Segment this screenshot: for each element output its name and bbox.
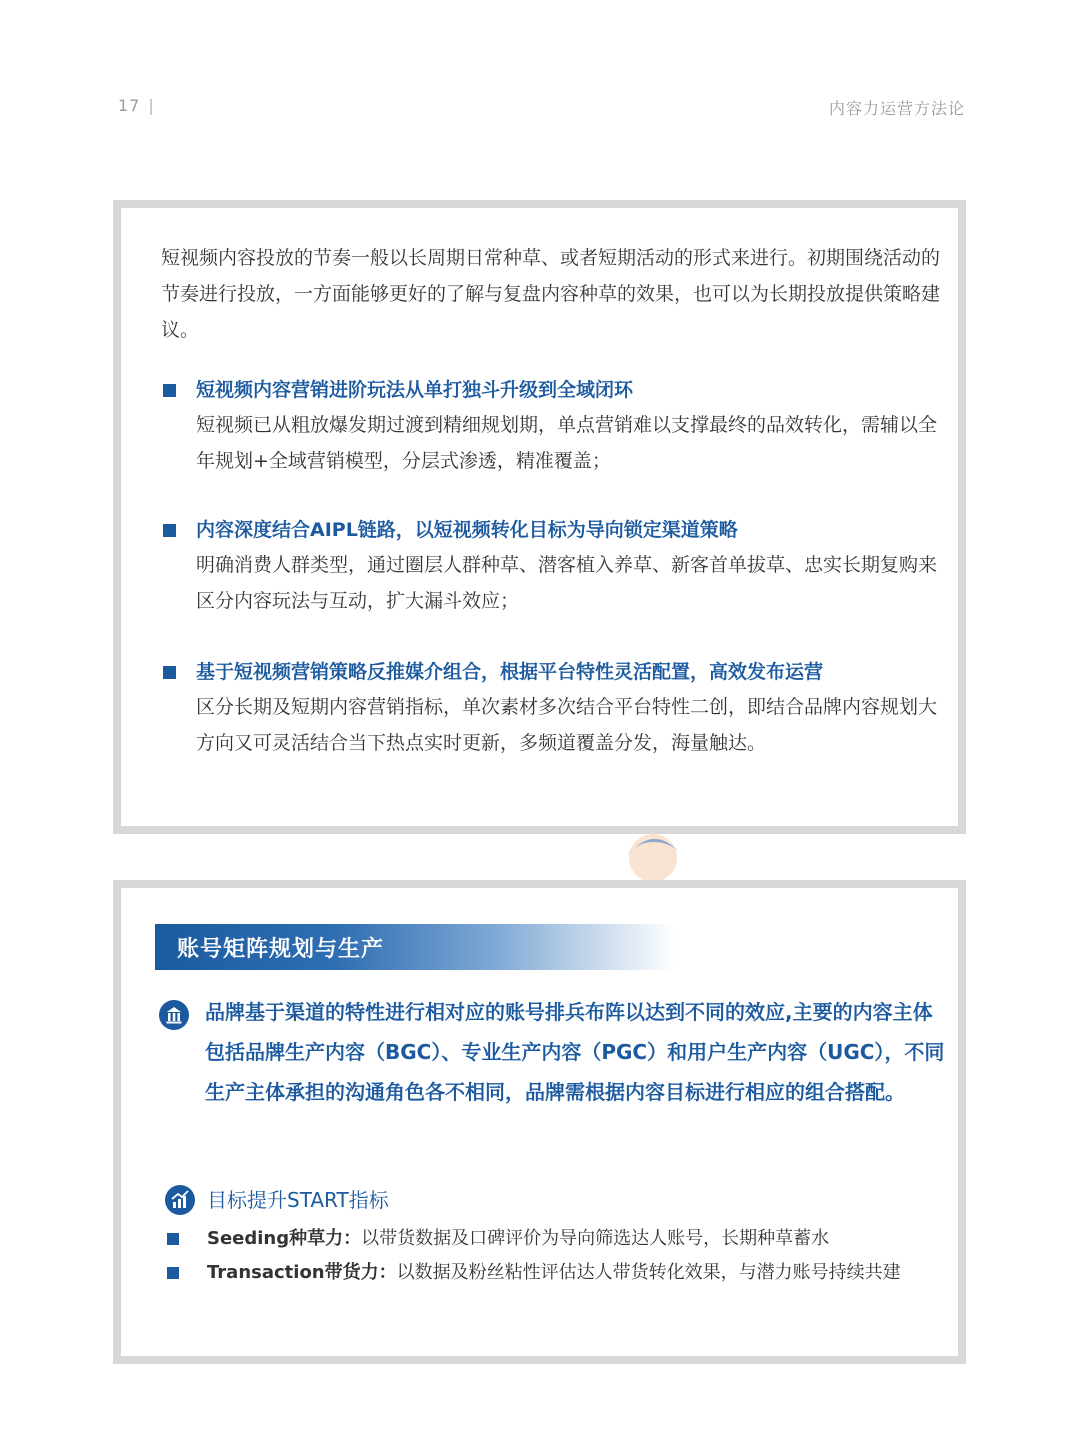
growth-chart-icon [165,1185,195,1215]
item-label: Seeding种草力： [207,1228,362,1249]
bullet-body: 短视频已从粗放爆发期过渡到精细规划期，单点营销难以支撑最终的品效转化，需辅以全年规划+全域营销模型，分层式渗透，精准覆盖； [196,414,938,472]
strategy-box [113,200,966,834]
list-item [165,1258,945,1288]
square-bullet-icon [167,1233,179,1245]
bullet-title: 基于短视频营销策略反推媒介组合，根据平台特性灵活配置，高效发布运营 [196,661,824,683]
square-bullet-icon [163,666,176,679]
bullet-title: 内容深度结合AIPL链路，以短视频转化目标为导向锁定渠道策略 [196,519,738,541]
highlight-paragraph: 品牌基于渠道的特性进行相对应的账号排兵布阵以达到不同的效应,主要的内容主体包括品牌生产内容（BGC）、专业生产内容（PGC）和用户生产内容（UGC），不同生产主体承担的沟通角色各不相同，品牌需根据内容目标进行相应的组合搭配。 [205,1000,945,1104]
bullet-body: 区分长期及短期内容营销指标，单次素材多次结合平台特性二创，即结合品牌内容规划大方向又可灵活结合当下热点实时更新，多频道覆盖分发，海量触达。 [196,696,938,754]
strategy-bullet [161,373,951,479]
goal-title: 目标提升START指标 [207,1188,389,1212]
account-matrix-box [113,880,966,1364]
square-bullet-icon [167,1267,179,1279]
strategy-bullet [161,513,951,619]
section-title: 账号矩阵规划与生产 [177,937,385,962]
section-title-banner [155,924,675,970]
item-text: 以带货数据及口碑评价为导向筛选达人账号，长期种草蓄水 [361,1228,830,1249]
building-badge-icon [159,1000,189,1030]
item-label: Transaction带货力： [207,1262,397,1283]
document-title: 内容力运营方法论 [828,99,965,118]
bullet-title: 短视频内容营销进阶玩法从单打独斗升级到全域闭环 [196,379,634,401]
intro-paragraph: 短视频内容投放的节奏一般以长周期日常种草、或者短期活动的形式来进行。初期围绕活动的节奏进行投放，一方面能够更好的了解与复盘内容种草的效果，也可以为长期投放提供策略建议。 [161,247,941,341]
item-text: 以数据及粉丝粘性评估达人带货转化效果，与潜力账号持续共建 [396,1262,901,1283]
strategy-bullet [161,655,951,761]
header-separator: | [148,96,155,115]
square-bullet-icon [163,384,176,397]
square-bullet-icon [163,524,176,537]
page-number [118,96,155,115]
list-item [165,1224,945,1254]
page-number-value: 17 [118,96,141,115]
bullet-body: 明确消费人群类型，通过圈层人群种草、潜客植入养草、新客首单拔草、忠实长期复购来区分内容玩法与互动，扩大漏斗效应； [196,554,938,612]
